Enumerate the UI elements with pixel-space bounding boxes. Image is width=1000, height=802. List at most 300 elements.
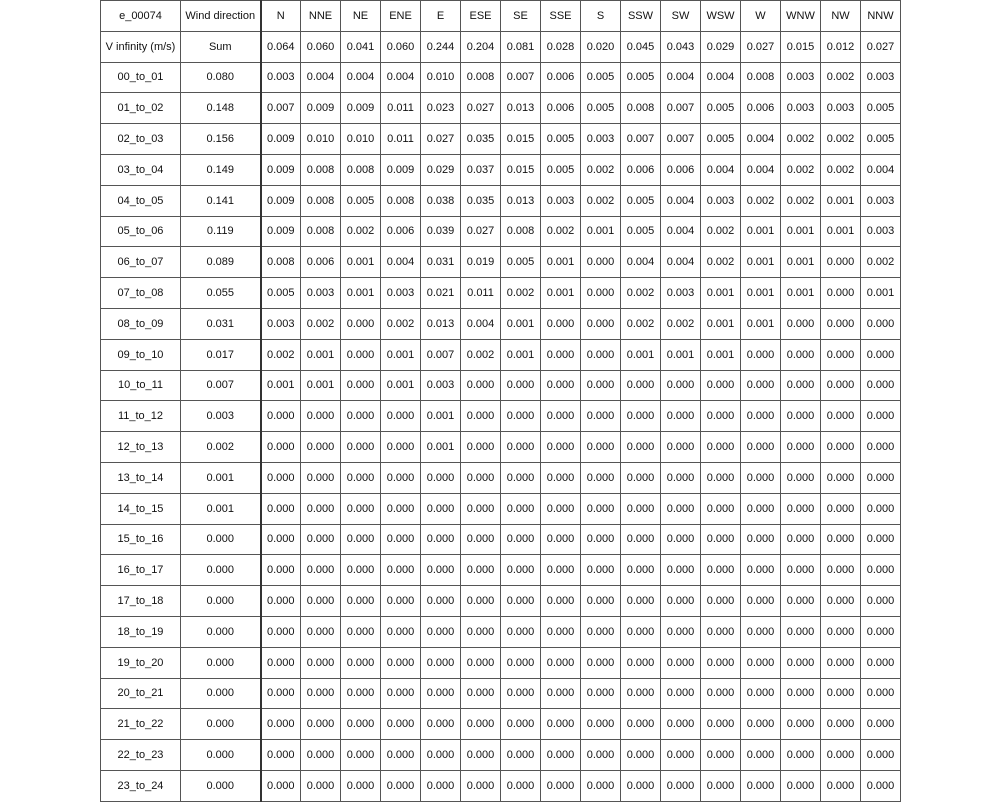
- speed-bin-label: 08_to_09: [101, 308, 181, 339]
- frequency-cell-nw: 0.001: [821, 185, 861, 216]
- frequency-cell-nne: 0.010: [301, 124, 341, 155]
- speed-bin-sum: 0.000: [181, 524, 261, 555]
- frequency-cell-sw: 0.006: [661, 154, 701, 185]
- frequency-cell-ne: 0.000: [341, 647, 381, 678]
- frequency-cell-wnw: 0.000: [781, 647, 821, 678]
- speed-bin-sum: 0.000: [181, 647, 261, 678]
- direction-total-sse: 0.028: [541, 31, 581, 62]
- frequency-cell-wnw: 0.002: [781, 185, 821, 216]
- frequency-cell-w: 0.000: [741, 647, 781, 678]
- frequency-cell-e: 0.000: [421, 740, 461, 771]
- frequency-cell-nnw: 0.000: [861, 493, 901, 524]
- frequency-cell-ssw: 0.005: [621, 62, 661, 93]
- frequency-cell-ene: 0.000: [381, 770, 421, 801]
- frequency-cell-se: 0.000: [501, 740, 541, 771]
- speed-bin-label: 21_to_22: [101, 709, 181, 740]
- frequency-cell-nw: 0.002: [821, 62, 861, 93]
- corner-id-cell: e_00074: [101, 1, 181, 32]
- frequency-cell-ne: 0.010: [341, 124, 381, 155]
- speed-bin-sum: 0.000: [181, 616, 261, 647]
- frequency-cell-ene: 0.000: [381, 401, 421, 432]
- frequency-cell-w: 0.006: [741, 93, 781, 124]
- frequency-cell-n: 0.009: [261, 124, 301, 155]
- frequency-cell-sw: 0.003: [661, 278, 701, 309]
- frequency-cell-wnw: 0.003: [781, 62, 821, 93]
- frequency-cell-ene: 0.004: [381, 62, 421, 93]
- frequency-cell-ese: 0.000: [461, 647, 501, 678]
- frequency-cell-ese: 0.000: [461, 678, 501, 709]
- frequency-cell-e: 0.038: [421, 185, 461, 216]
- frequency-cell-wnw: 0.001: [781, 216, 821, 247]
- frequency-cell-se: 0.000: [501, 401, 541, 432]
- speed-bin-label: 00_to_01: [101, 62, 181, 93]
- speed-bin-sum: 0.000: [181, 709, 261, 740]
- frequency-cell-n: 0.000: [261, 740, 301, 771]
- frequency-cell-ese: 0.000: [461, 462, 501, 493]
- speed-bin-sum: 0.149: [181, 154, 261, 185]
- frequency-cell-se: 0.007: [501, 62, 541, 93]
- frequency-cell-nw: 0.000: [821, 339, 861, 370]
- frequency-cell-nne: 0.003: [301, 278, 341, 309]
- frequency-cell-ssw: 0.000: [621, 401, 661, 432]
- frequency-cell-ssw: 0.001: [621, 339, 661, 370]
- frequency-cell-n: 0.000: [261, 555, 301, 586]
- frequency-cell-ssw: 0.004: [621, 247, 661, 278]
- frequency-cell-sse: 0.000: [541, 339, 581, 370]
- frequency-cell-e: 0.000: [421, 770, 461, 801]
- frequency-cell-s: 0.000: [581, 493, 621, 524]
- frequency-cell-nw: 0.000: [821, 432, 861, 463]
- frequency-cell-wnw: 0.003: [781, 93, 821, 124]
- speed-bin-sum: 0.141: [181, 185, 261, 216]
- frequency-cell-n: 0.007: [261, 93, 301, 124]
- frequency-cell-ssw: 0.000: [621, 678, 661, 709]
- frequency-cell-e: 0.000: [421, 524, 461, 555]
- frequency-cell-se: 0.000: [501, 770, 541, 801]
- frequency-cell-s: 0.001: [581, 216, 621, 247]
- frequency-cell-nnw: 0.000: [861, 308, 901, 339]
- table-row: [101, 678, 901, 709]
- frequency-cell-sw: 0.007: [661, 93, 701, 124]
- frequency-cell-nnw: 0.000: [861, 678, 901, 709]
- frequency-cell-sw: 0.001: [661, 339, 701, 370]
- frequency-cell-nw: 0.000: [821, 462, 861, 493]
- frequency-cell-wsw: 0.000: [701, 586, 741, 617]
- frequency-cell-ssw: 0.000: [621, 709, 661, 740]
- direction-total-w: 0.027: [741, 31, 781, 62]
- frequency-cell-wsw: 0.000: [701, 647, 741, 678]
- wind-frequency-table-container: [100, 0, 900, 800]
- frequency-cell-w: 0.000: [741, 401, 781, 432]
- table-row: [101, 185, 901, 216]
- frequency-cell-wsw: 0.000: [701, 709, 741, 740]
- frequency-cell-e: 0.027: [421, 124, 461, 155]
- frequency-cell-se: 0.000: [501, 616, 541, 647]
- frequency-cell-e: 0.000: [421, 586, 461, 617]
- frequency-cell-sse: 0.000: [541, 740, 581, 771]
- direction-header-se: SE: [501, 1, 541, 32]
- frequency-cell-ne: 0.000: [341, 586, 381, 617]
- frequency-cell-se: 0.013: [501, 185, 541, 216]
- frequency-cell-e: 0.010: [421, 62, 461, 93]
- frequency-cell-ssw: 0.000: [621, 647, 661, 678]
- direction-total-ese: 0.204: [461, 31, 501, 62]
- frequency-cell-sse: 0.005: [541, 154, 581, 185]
- frequency-cell-s: 0.000: [581, 740, 621, 771]
- speed-bin-label: 17_to_18: [101, 586, 181, 617]
- frequency-cell-wnw: 0.000: [781, 339, 821, 370]
- frequency-cell-n: 0.000: [261, 647, 301, 678]
- frequency-cell-nne: 0.004: [301, 62, 341, 93]
- speed-bin-label: 23_to_24: [101, 770, 181, 801]
- frequency-cell-nw: 0.000: [821, 678, 861, 709]
- frequency-cell-se: 0.002: [501, 278, 541, 309]
- frequency-cell-sse: 0.000: [541, 432, 581, 463]
- frequency-cell-w: 0.000: [741, 586, 781, 617]
- table-row: [101, 216, 901, 247]
- frequency-cell-wsw: 0.005: [701, 93, 741, 124]
- frequency-cell-se: 0.008: [501, 216, 541, 247]
- frequency-cell-ne: 0.001: [341, 278, 381, 309]
- frequency-cell-nw: 0.001: [821, 216, 861, 247]
- speed-bin-label: 11_to_12: [101, 401, 181, 432]
- direction-total-ne: 0.041: [341, 31, 381, 62]
- frequency-cell-n: 0.000: [261, 586, 301, 617]
- frequency-cell-w: 0.004: [741, 154, 781, 185]
- frequency-cell-w: 0.001: [741, 216, 781, 247]
- frequency-cell-ese: 0.000: [461, 770, 501, 801]
- frequency-cell-e: 0.031: [421, 247, 461, 278]
- table-row: [101, 339, 901, 370]
- direction-header-s: S: [581, 1, 621, 32]
- speed-bin-sum: 0.148: [181, 93, 261, 124]
- frequency-cell-sw: 0.004: [661, 247, 701, 278]
- frequency-cell-n: 0.003: [261, 62, 301, 93]
- speed-bin-label: 04_to_05: [101, 185, 181, 216]
- frequency-cell-nnw: 0.005: [861, 124, 901, 155]
- frequency-cell-sse: 0.001: [541, 278, 581, 309]
- frequency-cell-wsw: 0.000: [701, 616, 741, 647]
- frequency-cell-n: 0.000: [261, 524, 301, 555]
- frequency-cell-sw: 0.004: [661, 216, 701, 247]
- frequency-cell-nw: 0.000: [821, 586, 861, 617]
- frequency-cell-e: 0.001: [421, 401, 461, 432]
- frequency-cell-n: 0.009: [261, 154, 301, 185]
- frequency-cell-ne: 0.009: [341, 93, 381, 124]
- frequency-cell-s: 0.005: [581, 62, 621, 93]
- frequency-cell-wnw: 0.000: [781, 616, 821, 647]
- speed-bin-sum: 0.119: [181, 216, 261, 247]
- frequency-cell-ssw: 0.000: [621, 555, 661, 586]
- frequency-cell-sse: 0.005: [541, 124, 581, 155]
- frequency-cell-e: 0.000: [421, 493, 461, 524]
- frequency-cell-nne: 0.006: [301, 247, 341, 278]
- frequency-cell-ene: 0.011: [381, 93, 421, 124]
- frequency-cell-nnw: 0.000: [861, 770, 901, 801]
- frequency-cell-sse: 0.000: [541, 586, 581, 617]
- frequency-cell-w: 0.000: [741, 462, 781, 493]
- frequency-cell-e: 0.000: [421, 555, 461, 586]
- direction-total-nnw: 0.027: [861, 31, 901, 62]
- frequency-cell-ne: 0.000: [341, 678, 381, 709]
- frequency-cell-wnw: 0.002: [781, 124, 821, 155]
- frequency-cell-nne: 0.000: [301, 740, 341, 771]
- speed-bin-label: 13_to_14: [101, 462, 181, 493]
- totals-row: [101, 31, 901, 62]
- frequency-cell-n: 0.002: [261, 339, 301, 370]
- frequency-cell-w: 0.004: [741, 124, 781, 155]
- frequency-cell-sse: 0.002: [541, 216, 581, 247]
- frequency-cell-nnw: 0.000: [861, 432, 901, 463]
- frequency-cell-ssw: 0.000: [621, 524, 661, 555]
- frequency-cell-s: 0.000: [581, 401, 621, 432]
- frequency-cell-e: 0.003: [421, 370, 461, 401]
- frequency-cell-wnw: 0.000: [781, 370, 821, 401]
- speed-bin-sum: 0.000: [181, 555, 261, 586]
- frequency-cell-ne: 0.000: [341, 524, 381, 555]
- frequency-cell-nnw: 0.000: [861, 740, 901, 771]
- speed-bin-sum: 0.000: [181, 770, 261, 801]
- frequency-cell-ssw: 0.000: [621, 370, 661, 401]
- frequency-cell-ssw: 0.008: [621, 93, 661, 124]
- frequency-cell-s: 0.000: [581, 462, 621, 493]
- direction-total-e: 0.244: [421, 31, 461, 62]
- frequency-cell-ese: 0.000: [461, 524, 501, 555]
- direction-header-wsw: WSW: [701, 1, 741, 32]
- direction-total-nw: 0.012: [821, 31, 861, 62]
- frequency-cell-w: 0.000: [741, 555, 781, 586]
- frequency-cell-nw: 0.000: [821, 524, 861, 555]
- frequency-cell-ese: 0.000: [461, 709, 501, 740]
- direction-header-ese: ESE: [461, 1, 501, 32]
- frequency-cell-wsw: 0.000: [701, 401, 741, 432]
- frequency-cell-sse: 0.000: [541, 678, 581, 709]
- frequency-cell-wsw: 0.003: [701, 185, 741, 216]
- frequency-cell-nnw: 0.000: [861, 524, 901, 555]
- frequency-cell-ne: 0.005: [341, 185, 381, 216]
- frequency-cell-ese: 0.008: [461, 62, 501, 93]
- frequency-cell-ese: 0.035: [461, 124, 501, 155]
- frequency-cell-sse: 0.000: [541, 370, 581, 401]
- frequency-cell-nnw: 0.003: [861, 216, 901, 247]
- frequency-cell-n: 0.005: [261, 278, 301, 309]
- frequency-cell-w: 0.001: [741, 278, 781, 309]
- frequency-cell-ne: 0.000: [341, 616, 381, 647]
- frequency-cell-ene: 0.000: [381, 740, 421, 771]
- frequency-cell-ne: 0.000: [341, 370, 381, 401]
- frequency-cell-wnw: 0.001: [781, 247, 821, 278]
- frequency-cell-ese: 0.027: [461, 93, 501, 124]
- frequency-cell-e: 0.000: [421, 647, 461, 678]
- frequency-cell-nne: 0.000: [301, 555, 341, 586]
- frequency-cell-nnw: 0.000: [861, 709, 901, 740]
- direction-total-wsw: 0.029: [701, 31, 741, 62]
- frequency-cell-ne: 0.000: [341, 308, 381, 339]
- frequency-cell-nw: 0.002: [821, 124, 861, 155]
- speed-bin-label: 14_to_15: [101, 493, 181, 524]
- speed-bin-label: 03_to_04: [101, 154, 181, 185]
- frequency-cell-ene: 0.000: [381, 616, 421, 647]
- frequency-cell-ssw: 0.005: [621, 216, 661, 247]
- frequency-cell-w: 0.001: [741, 308, 781, 339]
- frequency-cell-ese: 0.000: [461, 370, 501, 401]
- table-body: [101, 1, 901, 802]
- frequency-cell-n: 0.000: [261, 678, 301, 709]
- speed-bin-label: 15_to_16: [101, 524, 181, 555]
- frequency-cell-n: 0.001: [261, 370, 301, 401]
- frequency-cell-ne: 0.000: [341, 740, 381, 771]
- frequency-cell-ene: 0.000: [381, 524, 421, 555]
- frequency-cell-w: 0.000: [741, 678, 781, 709]
- direction-total-n: 0.064: [261, 31, 301, 62]
- frequency-cell-ne: 0.002: [341, 216, 381, 247]
- frequency-cell-wsw: 0.002: [701, 216, 741, 247]
- frequency-cell-ese: 0.002: [461, 339, 501, 370]
- frequency-cell-e: 0.021: [421, 278, 461, 309]
- speed-bin-label: 10_to_11: [101, 370, 181, 401]
- frequency-cell-nne: 0.009: [301, 93, 341, 124]
- frequency-cell-ene: 0.002: [381, 308, 421, 339]
- table-row: [101, 586, 901, 617]
- frequency-cell-sw: 0.000: [661, 586, 701, 617]
- frequency-cell-ssw: 0.000: [621, 586, 661, 617]
- frequency-cell-sw: 0.000: [661, 524, 701, 555]
- frequency-cell-sw: 0.000: [661, 616, 701, 647]
- frequency-cell-nne: 0.008: [301, 185, 341, 216]
- frequency-cell-sse: 0.000: [541, 493, 581, 524]
- frequency-cell-ese: 0.000: [461, 555, 501, 586]
- table-row: [101, 308, 901, 339]
- frequency-cell-wsw: 0.001: [701, 308, 741, 339]
- frequency-cell-wnw: 0.000: [781, 524, 821, 555]
- frequency-cell-ssw: 0.006: [621, 154, 661, 185]
- frequency-cell-sse: 0.006: [541, 62, 581, 93]
- sum-header-cell: Sum: [181, 31, 261, 62]
- frequency-cell-se: 0.001: [501, 339, 541, 370]
- frequency-cell-e: 0.007: [421, 339, 461, 370]
- frequency-cell-ne: 0.000: [341, 432, 381, 463]
- frequency-cell-sse: 0.000: [541, 524, 581, 555]
- frequency-cell-sw: 0.000: [661, 740, 701, 771]
- frequency-cell-ene: 0.000: [381, 432, 421, 463]
- frequency-cell-se: 0.015: [501, 154, 541, 185]
- direction-total-ene: 0.060: [381, 31, 421, 62]
- frequency-cell-s: 0.000: [581, 709, 621, 740]
- frequency-cell-ene: 0.008: [381, 185, 421, 216]
- frequency-cell-s: 0.000: [581, 247, 621, 278]
- table-row: [101, 432, 901, 463]
- frequency-cell-ese: 0.000: [461, 432, 501, 463]
- direction-header-e: E: [421, 1, 461, 32]
- frequency-cell-sw: 0.004: [661, 185, 701, 216]
- table-row: [101, 555, 901, 586]
- frequency-cell-ne: 0.000: [341, 462, 381, 493]
- speed-bin-sum: 0.002: [181, 432, 261, 463]
- frequency-cell-nw: 0.000: [821, 401, 861, 432]
- direction-header-cell: Wind direction: [181, 1, 261, 32]
- frequency-cell-n: 0.000: [261, 770, 301, 801]
- frequency-cell-ne: 0.000: [341, 401, 381, 432]
- frequency-cell-s: 0.000: [581, 616, 621, 647]
- frequency-cell-se: 0.000: [501, 493, 541, 524]
- frequency-cell-w: 0.000: [741, 524, 781, 555]
- frequency-cell-wsw: 0.000: [701, 740, 741, 771]
- frequency-cell-nw: 0.000: [821, 278, 861, 309]
- frequency-cell-s: 0.000: [581, 432, 621, 463]
- frequency-cell-nnw: 0.000: [861, 370, 901, 401]
- frequency-cell-sse: 0.006: [541, 93, 581, 124]
- speed-bin-sum: 0.156: [181, 124, 261, 155]
- frequency-cell-ene: 0.000: [381, 493, 421, 524]
- table-row: [101, 247, 901, 278]
- frequency-cell-ssw: 0.000: [621, 770, 661, 801]
- frequency-cell-wsw: 0.000: [701, 370, 741, 401]
- frequency-cell-wnw: 0.000: [781, 586, 821, 617]
- frequency-cell-se: 0.000: [501, 524, 541, 555]
- frequency-cell-ne: 0.000: [341, 339, 381, 370]
- frequency-cell-w: 0.000: [741, 339, 781, 370]
- direction-header-sse: SSE: [541, 1, 581, 32]
- frequency-cell-ese: 0.000: [461, 740, 501, 771]
- frequency-cell-nw: 0.000: [821, 493, 861, 524]
- frequency-cell-nnw: 0.000: [861, 647, 901, 678]
- speed-bin-sum: 0.089: [181, 247, 261, 278]
- frequency-cell-s: 0.000: [581, 678, 621, 709]
- direction-total-sw: 0.043: [661, 31, 701, 62]
- speed-bin-sum: 0.003: [181, 401, 261, 432]
- frequency-cell-wnw: 0.000: [781, 709, 821, 740]
- frequency-cell-ene: 0.001: [381, 370, 421, 401]
- frequency-cell-ssw: 0.005: [621, 185, 661, 216]
- frequency-cell-se: 0.015: [501, 124, 541, 155]
- frequency-cell-se: 0.005: [501, 247, 541, 278]
- speed-bin-label: 20_to_21: [101, 678, 181, 709]
- frequency-cell-se: 0.000: [501, 586, 541, 617]
- speed-bin-sum: 0.000: [181, 740, 261, 771]
- table-row: [101, 524, 901, 555]
- direction-header-ssw: SSW: [621, 1, 661, 32]
- frequency-cell-nne: 0.000: [301, 770, 341, 801]
- frequency-cell-ese: 0.000: [461, 493, 501, 524]
- frequency-cell-wsw: 0.001: [701, 278, 741, 309]
- table-row: [101, 62, 901, 93]
- frequency-cell-sse: 0.000: [541, 616, 581, 647]
- frequency-cell-sse: 0.000: [541, 462, 581, 493]
- table-row: [101, 124, 901, 155]
- frequency-cell-wsw: 0.005: [701, 124, 741, 155]
- frequency-cell-w: 0.000: [741, 432, 781, 463]
- wind-frequency-table: [100, 0, 901, 802]
- frequency-cell-ene: 0.003: [381, 278, 421, 309]
- frequency-cell-n: 0.000: [261, 401, 301, 432]
- frequency-cell-sse: 0.000: [541, 555, 581, 586]
- frequency-cell-ne: 0.004: [341, 62, 381, 93]
- frequency-cell-se: 0.001: [501, 308, 541, 339]
- frequency-cell-w: 0.000: [741, 740, 781, 771]
- speed-bin-label: 19_to_20: [101, 647, 181, 678]
- frequency-cell-nne: 0.008: [301, 154, 341, 185]
- frequency-cell-nw: 0.000: [821, 370, 861, 401]
- frequency-cell-nne: 0.000: [301, 493, 341, 524]
- frequency-cell-wnw: 0.000: [781, 740, 821, 771]
- frequency-cell-wsw: 0.000: [701, 462, 741, 493]
- frequency-cell-nne: 0.008: [301, 216, 341, 247]
- frequency-cell-ene: 0.001: [381, 339, 421, 370]
- frequency-cell-ene: 0.000: [381, 462, 421, 493]
- frequency-cell-e: 0.039: [421, 216, 461, 247]
- frequency-cell-ese: 0.019: [461, 247, 501, 278]
- frequency-cell-ne: 0.008: [341, 154, 381, 185]
